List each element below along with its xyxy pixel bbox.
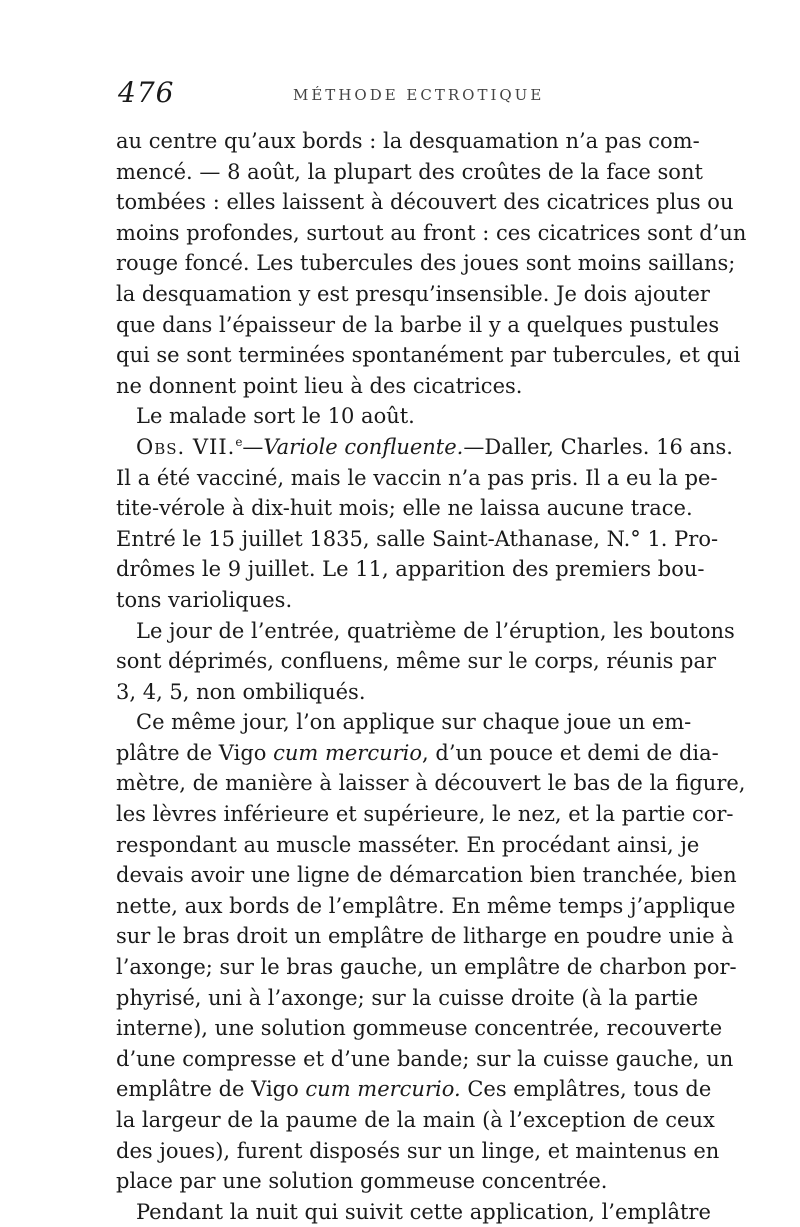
text-line: ne donnent point lieu à des cicatrices. bbox=[116, 373, 523, 398]
text-line: mencé. — 8 août, la plupart des croûtes de la face sont bbox=[116, 159, 703, 184]
latin-term: cum mercurio. bbox=[305, 1077, 461, 1102]
text-line: qui se sont terminées spontanément par tubercules, et qui bbox=[116, 343, 741, 368]
text-line bbox=[116, 1074, 712, 1105]
text-line: Le jour de l’entrée, quatrième de l’éruption, les boutons bbox=[136, 618, 735, 643]
text-line: phyrisé, uni à l’axonge; sur la cuisse droite (à la partie bbox=[116, 985, 699, 1010]
text-line: que dans l’épaisseur de la barbe il y a quelques pustules bbox=[116, 312, 720, 337]
text-line: rouge foncé. Les tubercules des joues sont moins saillans; bbox=[116, 251, 736, 276]
text-line: moins profondes, surtout au front : ces cicatrices sont d’un bbox=[116, 220, 747, 245]
text-line: tite-vérole à dix-huit mois; elle ne laissa aucune trace. bbox=[116, 496, 693, 521]
text-run: emplâtre de Vigo bbox=[116, 1077, 306, 1102]
observation-number: Obs. VII. bbox=[136, 434, 236, 459]
text-line: la desquamation y est presqu’insensible. Je dois ajouter bbox=[116, 281, 710, 306]
text-line: tons varioliques. bbox=[116, 587, 293, 612]
text-line: les lèvres inférieure et supérieure, le nez, et la partie cor- bbox=[116, 802, 734, 827]
text-line: Ce même jour, l’on applique sur chaque joue un em- bbox=[136, 710, 692, 735]
text-line: devais avoir une ligne de démarcation bien tranchée, bien bbox=[116, 863, 737, 888]
page-number: 476 bbox=[118, 76, 175, 109]
latin-term: cum mercurio bbox=[273, 740, 423, 765]
text-line: sur le bras droit un emplâtre de litharge en poudre unie à bbox=[116, 924, 734, 949]
text-line: place par une solution gommeuse concentrée. bbox=[116, 1169, 608, 1194]
text-run: Ces emplâtres, tous de bbox=[460, 1077, 712, 1102]
text-line bbox=[116, 738, 719, 769]
text-line: la largeur de la paume de la main (à l’exception de ceux bbox=[116, 1108, 715, 1132]
page-header bbox=[118, 76, 688, 116]
text-line: sont déprimés, confluens, même sur le corps, réunis par bbox=[116, 649, 717, 674]
observation-dash: — bbox=[242, 434, 264, 459]
text-run: plâtre de Vigo bbox=[116, 740, 274, 765]
text-line: Pendant la nuit qui suivit cette application, l’emplâtre bbox=[136, 1199, 711, 1224]
text-line: Il a été vacciné, mais le vaccin n’a pas pris. Il a eu la pe- bbox=[116, 465, 718, 490]
text-line: l’axonge; sur le bras gauche, un emplâtre de charbon por- bbox=[116, 955, 737, 980]
text-line: Entré le 15 juillet 1835, salle Saint-Athanase, N.° 1. Pro- bbox=[116, 526, 719, 551]
text-line: drômes le 9 juillet. Le 11, apparition des premiers bou- bbox=[116, 557, 705, 582]
text-line: tombées : elles laissent à découvert des cicatrices plus ou bbox=[116, 190, 734, 215]
text-line: Le malade sort le 10 août. bbox=[136, 404, 415, 429]
text-line: au centre qu’aux bords : la desquamation n’a pas com- bbox=[116, 129, 700, 153]
text-run: , d’un pouce et demi de dia- bbox=[422, 740, 719, 765]
running-head: MÉTHODE ECTROTIQUE bbox=[293, 86, 545, 104]
text-line: respondant au muscle masséter. En procédant ainsi, je bbox=[116, 832, 700, 857]
text-line: des joues), furent disposés sur un linge, et maintenus en bbox=[116, 1138, 720, 1163]
body-text bbox=[116, 126, 747, 1227]
text-line: mètre, de manière à laisser à découvert le bas de la figure, bbox=[116, 771, 746, 796]
observation-heading bbox=[116, 432, 733, 463]
observation-patient: —Daller, Charles. 16 ans. bbox=[463, 434, 733, 459]
observation-title: Variole confluente. bbox=[263, 434, 464, 459]
text-line: d’une compresse et d’une bande; sur la cuisse gauche, un bbox=[116, 1046, 734, 1071]
text-line: nette, aux bords de l’emplâtre. En même temps j’applique bbox=[116, 893, 736, 918]
text-line: 3, 4, 5, non ombiliqués. bbox=[116, 679, 366, 704]
text-line: interne), une solution gommeuse concentrée, recouverte bbox=[116, 1016, 723, 1041]
observation-superscript: e bbox=[235, 434, 243, 449]
